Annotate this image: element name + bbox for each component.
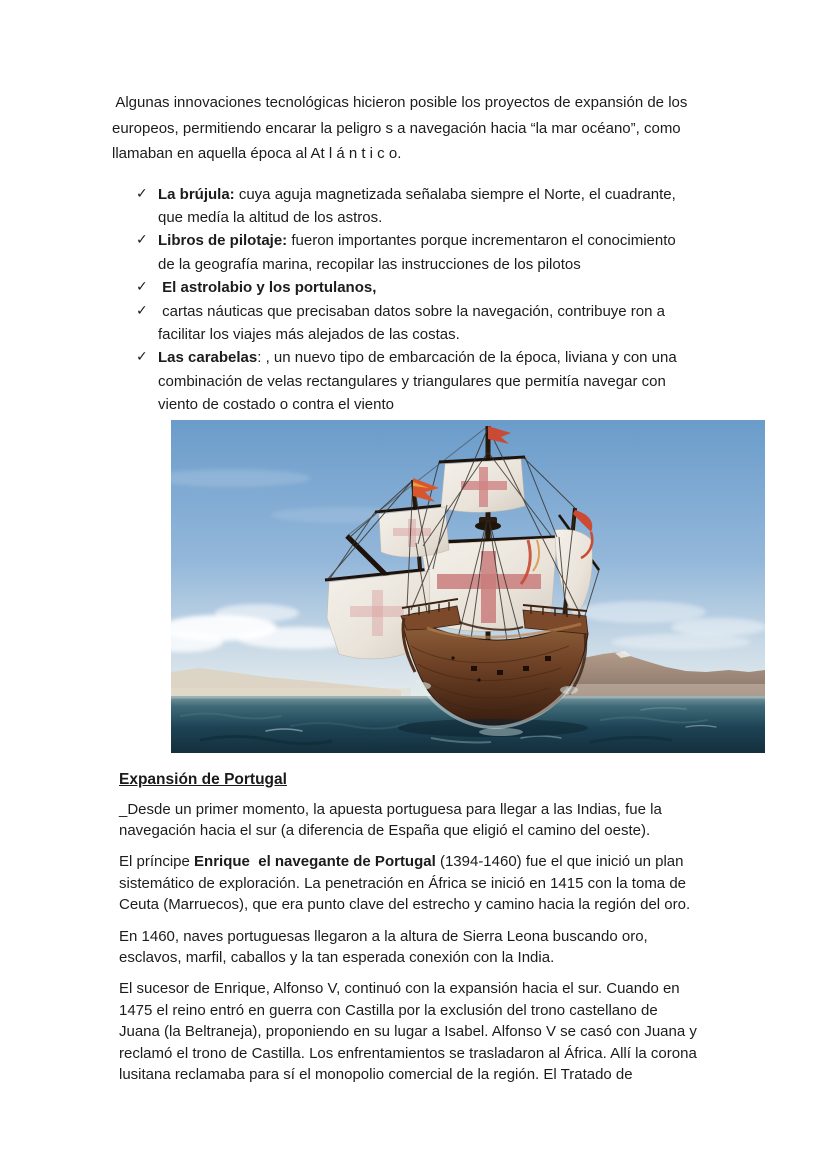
text-run: : , un nuevo tipo de embarcación de la época, liviana y con una <box>257 349 677 367</box>
intro-paragraph <box>112 90 828 167</box>
checkmark-icon: ✓ <box>136 232 148 249</box>
text-run: cartas náuticas que precisaban datos sobre la navegación, contribuye ron a <box>158 302 665 320</box>
body-paragraph <box>119 978 828 1085</box>
text-run: que medía la altitud de los astros. <box>158 208 383 226</box>
text-run: reclamó el trono de Castilla. Los enfrentamientos se trasladaron al África. Allí la corona <box>119 1044 697 1062</box>
bullet-line <box>158 206 676 229</box>
text-run: El astrolabio y los portulanos, <box>158 279 377 297</box>
list-item-content <box>158 276 376 299</box>
section-heading: Expansión de Portugal <box>119 770 287 788</box>
text-run: Libros de pilotaje: <box>158 232 288 250</box>
paragraph-line <box>119 1064 828 1085</box>
body-paragraph <box>119 926 828 969</box>
checkmark-icon: ✓ <box>136 302 148 319</box>
text-run: _Desde un primer momento, la apuesta portuguesa para llegar a las Indias, fue la <box>119 800 662 818</box>
list-item <box>136 229 828 276</box>
bullet-line <box>158 300 665 323</box>
text-run: esclavos, marfil, caballos y la tan esperada conexión con la India. <box>119 949 555 966</box>
text-run: combinación de velas rectangulares y triangulares que permitía navegar con <box>158 372 666 390</box>
list-item <box>136 300 828 347</box>
paragraph-line <box>119 926 828 947</box>
list-item-content <box>158 346 677 416</box>
text-run: Las carabelas <box>158 349 258 367</box>
text-run: Ceuta (Marruecos), que era punto clave del estrecho y camino hacia la región del oro. <box>119 896 691 914</box>
list-item-content <box>158 183 676 230</box>
text-run: llamaban en aquella época al At l á n t i c o. <box>112 145 402 162</box>
list-item <box>136 346 828 416</box>
paragraph-line <box>119 978 828 999</box>
bullet-line <box>158 393 677 416</box>
paragraph-line <box>119 799 828 820</box>
text-run: lusitana reclamaba para sí el monopolio comercial de la región. El Tratado de <box>119 1066 633 1084</box>
text-run: europeos, permitiendo encarar la peligro s a navegación hacia “la mar océano”, como <box>112 119 681 137</box>
foresail-cross-horizontal <box>350 606 404 617</box>
paragraph-line <box>119 851 828 872</box>
paragraph-line <box>119 894 828 915</box>
list-item-content <box>158 229 676 276</box>
text-run: navegación hacia el sur (a diferencia de España que eligió el camino del oeste). <box>119 821 651 839</box>
list-item <box>136 183 828 230</box>
topsail-cross-horizontal <box>461 481 507 490</box>
paragraph-line <box>119 1043 828 1064</box>
bullet-line <box>158 346 677 369</box>
bullet-line <box>158 370 677 393</box>
paragraph-line <box>119 1000 828 1021</box>
bullet-line <box>158 253 676 276</box>
text-run: de la geografía marina, recopilar las instrucciones de los pilotos <box>158 255 581 273</box>
list-item-content <box>158 300 665 347</box>
text-run: Enrique el navegante de Portugal <box>194 853 436 871</box>
intro-line <box>112 90 828 116</box>
checkmark-icon: ✓ <box>136 185 148 202</box>
paragraph-line <box>119 873 828 894</box>
innovations-list <box>136 183 828 417</box>
text-run: cuya aguja magnetizada señalaba siempre el Norte, el cuadrante, <box>234 185 676 203</box>
text-run: (1394-1460) fue el que inició un plan <box>435 853 684 871</box>
caravel-image <box>171 420 765 753</box>
paragraph-line <box>119 947 828 968</box>
text-run: Algunas innovaciones tecnológicas hicieron posible los proyectos de expansión de los <box>112 94 688 111</box>
text-run: fueron importantes porque incrementaron el conocimiento <box>287 232 676 250</box>
text-run: El sucesor de Enrique, Alfonso V, continuó con la expansión hacia el sur. Cuando en <box>119 980 680 998</box>
fore-topsail-cross-horizontal <box>393 528 431 536</box>
body-paragraph <box>119 799 828 842</box>
text-run: viento de costado o contra el viento <box>158 396 394 414</box>
body-paragraph <box>119 851 828 915</box>
checkmark-icon: ✓ <box>136 349 148 366</box>
checkmark-icon: ✓ <box>136 279 148 296</box>
text-run: 1475 el reino entró en guerra con Castilla por la exclusión del trono castellano de <box>119 1001 658 1019</box>
bullet-line <box>158 276 376 299</box>
paragraph-line <box>119 1021 828 1042</box>
text-run: En 1460, naves portuguesas llegaron a la altura de Sierra Leona buscando oro, <box>119 927 648 945</box>
section-paragraphs <box>119 799 828 1086</box>
text-run: Juana (la Beltraneja), proponiendo en su lugar a Isabel. Alfonso V se casó con Juana y <box>119 1023 697 1041</box>
text-run: facilitar los viajes más alejados de las costas. <box>158 325 460 343</box>
caravel-ship-illustration <box>171 420 765 753</box>
intro-line <box>112 116 828 142</box>
text-run: El príncipe <box>119 853 195 871</box>
bullet-line <box>158 229 676 252</box>
paragraph-line <box>119 820 828 841</box>
bullet-line <box>158 323 665 346</box>
crows-nest-base <box>475 521 501 530</box>
list-item <box>136 276 828 299</box>
text-run: La brújula: <box>158 185 235 203</box>
bullet-line <box>158 183 676 206</box>
text-run: sistemático de exploración. La penetración en África se inició en 1415 con la toma de <box>119 874 687 892</box>
intro-line <box>112 141 828 167</box>
